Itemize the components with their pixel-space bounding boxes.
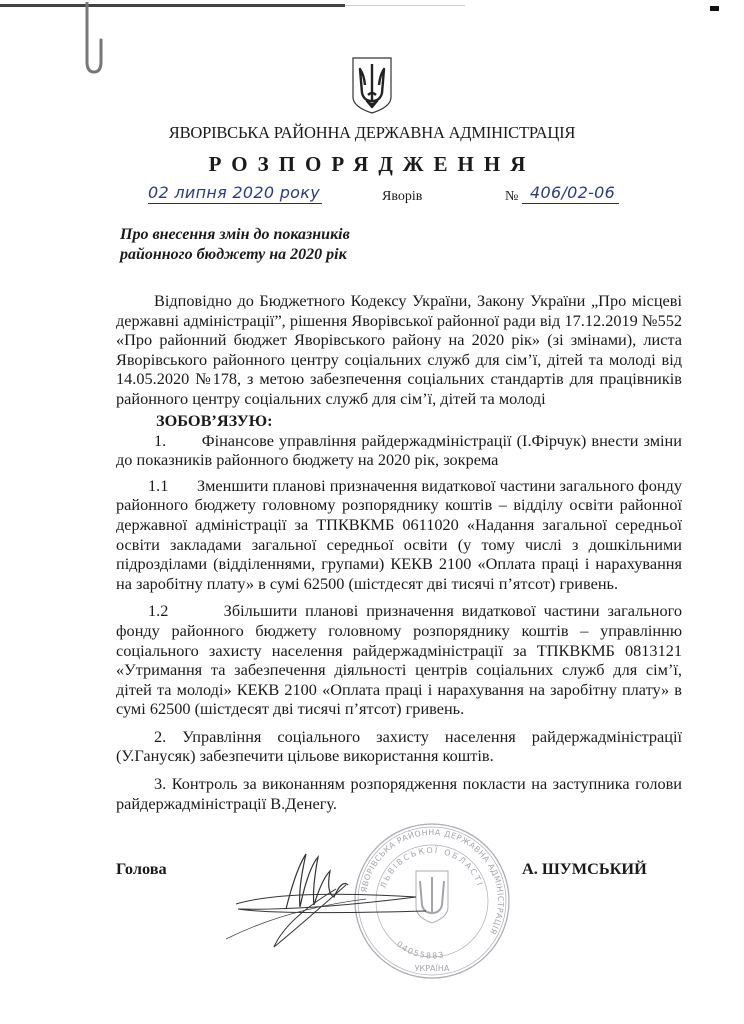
clause-number: 1.2 (148, 601, 169, 621)
stamp-code: 04055883 (394, 939, 446, 961)
clause-number: 2. (154, 726, 167, 746)
preamble-text: Відповідно до Бюджетного Кодексу України, Закону України „Про місцеві державні адміністрації”, рішення Яворівської районної ради від 17.12.2019 №552 «Про районний бюджет Яворівського району на 2020 рік» (зі змінами), листа Яворівського районного центру соціальних служб для сім’ї, дітей та молоді від 14.05.2020 №178, з метою забезпечення соціальних стандартів для працівників районного центру соціальних служб для сім’ї, дітей та молоді (116, 291, 682, 408)
handwritten-date: 02 липня 2020 року (148, 183, 320, 202)
organization-name: ЯВОРІВСЬКА РАЙОННА ДЕРЖАВНА АДМІНІСТРАЦІЯ (168, 123, 576, 142)
coat-of-arms-wrap (0, 55, 744, 117)
clause-text: Фінансове управління райдержадміністрації (І.Фірчук) внести зміни до показників районного бюджету на 2020 рік, зокрема (116, 430, 682, 470)
oblige-heading: ЗОБОВ’ЯЗУЮ: (156, 410, 273, 430)
handwritten-number: 406/02-06 (522, 183, 619, 204)
stamp-outer-text: ЯВОРІВСЬКА РАЙОННА ДЕРЖАВНА АДМІНІСТРАЦІЯ (359, 828, 506, 937)
stamp-country: УКРАЇНА (414, 964, 450, 974)
clause-1 (116, 431, 682, 470)
signature-block (0, 819, 744, 989)
clause-text: Управління соціального захисту населення райдержадміністрації (У.Ганусяк) забезпечити цільове використання коштів. (116, 726, 682, 766)
preamble-paragraph (116, 291, 682, 409)
clause-number: 1.1 (148, 475, 169, 495)
clause-3 (116, 774, 682, 813)
signatory-position: Голова (116, 859, 167, 879)
clause-1-1 (116, 476, 682, 594)
document-subject (120, 225, 744, 265)
clause-2 (116, 727, 682, 766)
clause-text: Збільшити планові призначення видаткової частини загального фонду районного бюджету головному розпоряднику коштів – управлінню соціального захисту населення райдержадміністрації за ТПКВКМБ 0813121 «Утримання та забезпечення діяльності центрів соціальних служб для сім’ї, дітей та молоді» КЕКВ 2100 «Оплата праці і нарахування на заробітну плату» в сумі 62500 (шістдесят дві тисячі п’ятсот) гривень. (116, 601, 682, 719)
date-number-line (0, 183, 744, 213)
clause-1-2 (116, 601, 682, 719)
signatory-name: А. ШУМСЬКИЙ (522, 859, 647, 879)
stamp-inner-text: ЛЬВІВСЬКОЇ ОБЛАСТІ (378, 846, 485, 890)
clause-number: 3. (154, 774, 167, 794)
document-type-title: РОЗПОРЯДЖЕННЯ (208, 152, 536, 176)
handwritten-signature (226, 849, 426, 954)
subject-line-1: Про внесення змін до показників (120, 226, 350, 243)
coat-of-arms-icon (350, 55, 394, 115)
city-label: Яворів (382, 189, 423, 204)
clause-text: Контроль за виконанням розпорядження покласти на заступника голови райдержадміністрації В.Денегу. (116, 774, 682, 813)
clause-number: 1. (154, 430, 167, 450)
number-sign: № (505, 189, 519, 204)
clause-text: Зменшити планові призначення видаткової частини загального фонду районного бюджету головному розпоряднику коштів – відділу освіти районної державної адміністрації за ТПКВКМБ 0611020 «Надання загальної середньої освіти закладами загальної середньої освіти (у тому числі з дошкільними підрозділами (відділеннями, групами) КЕКВ 2100 «Оплата праці і нарахування на заробітну плату» в сумі 62500 (шістдесят дві тисячі п’ятсот) гривень. (116, 475, 682, 593)
subject-line-2: районного бюджету на 2020 рік (120, 246, 347, 263)
